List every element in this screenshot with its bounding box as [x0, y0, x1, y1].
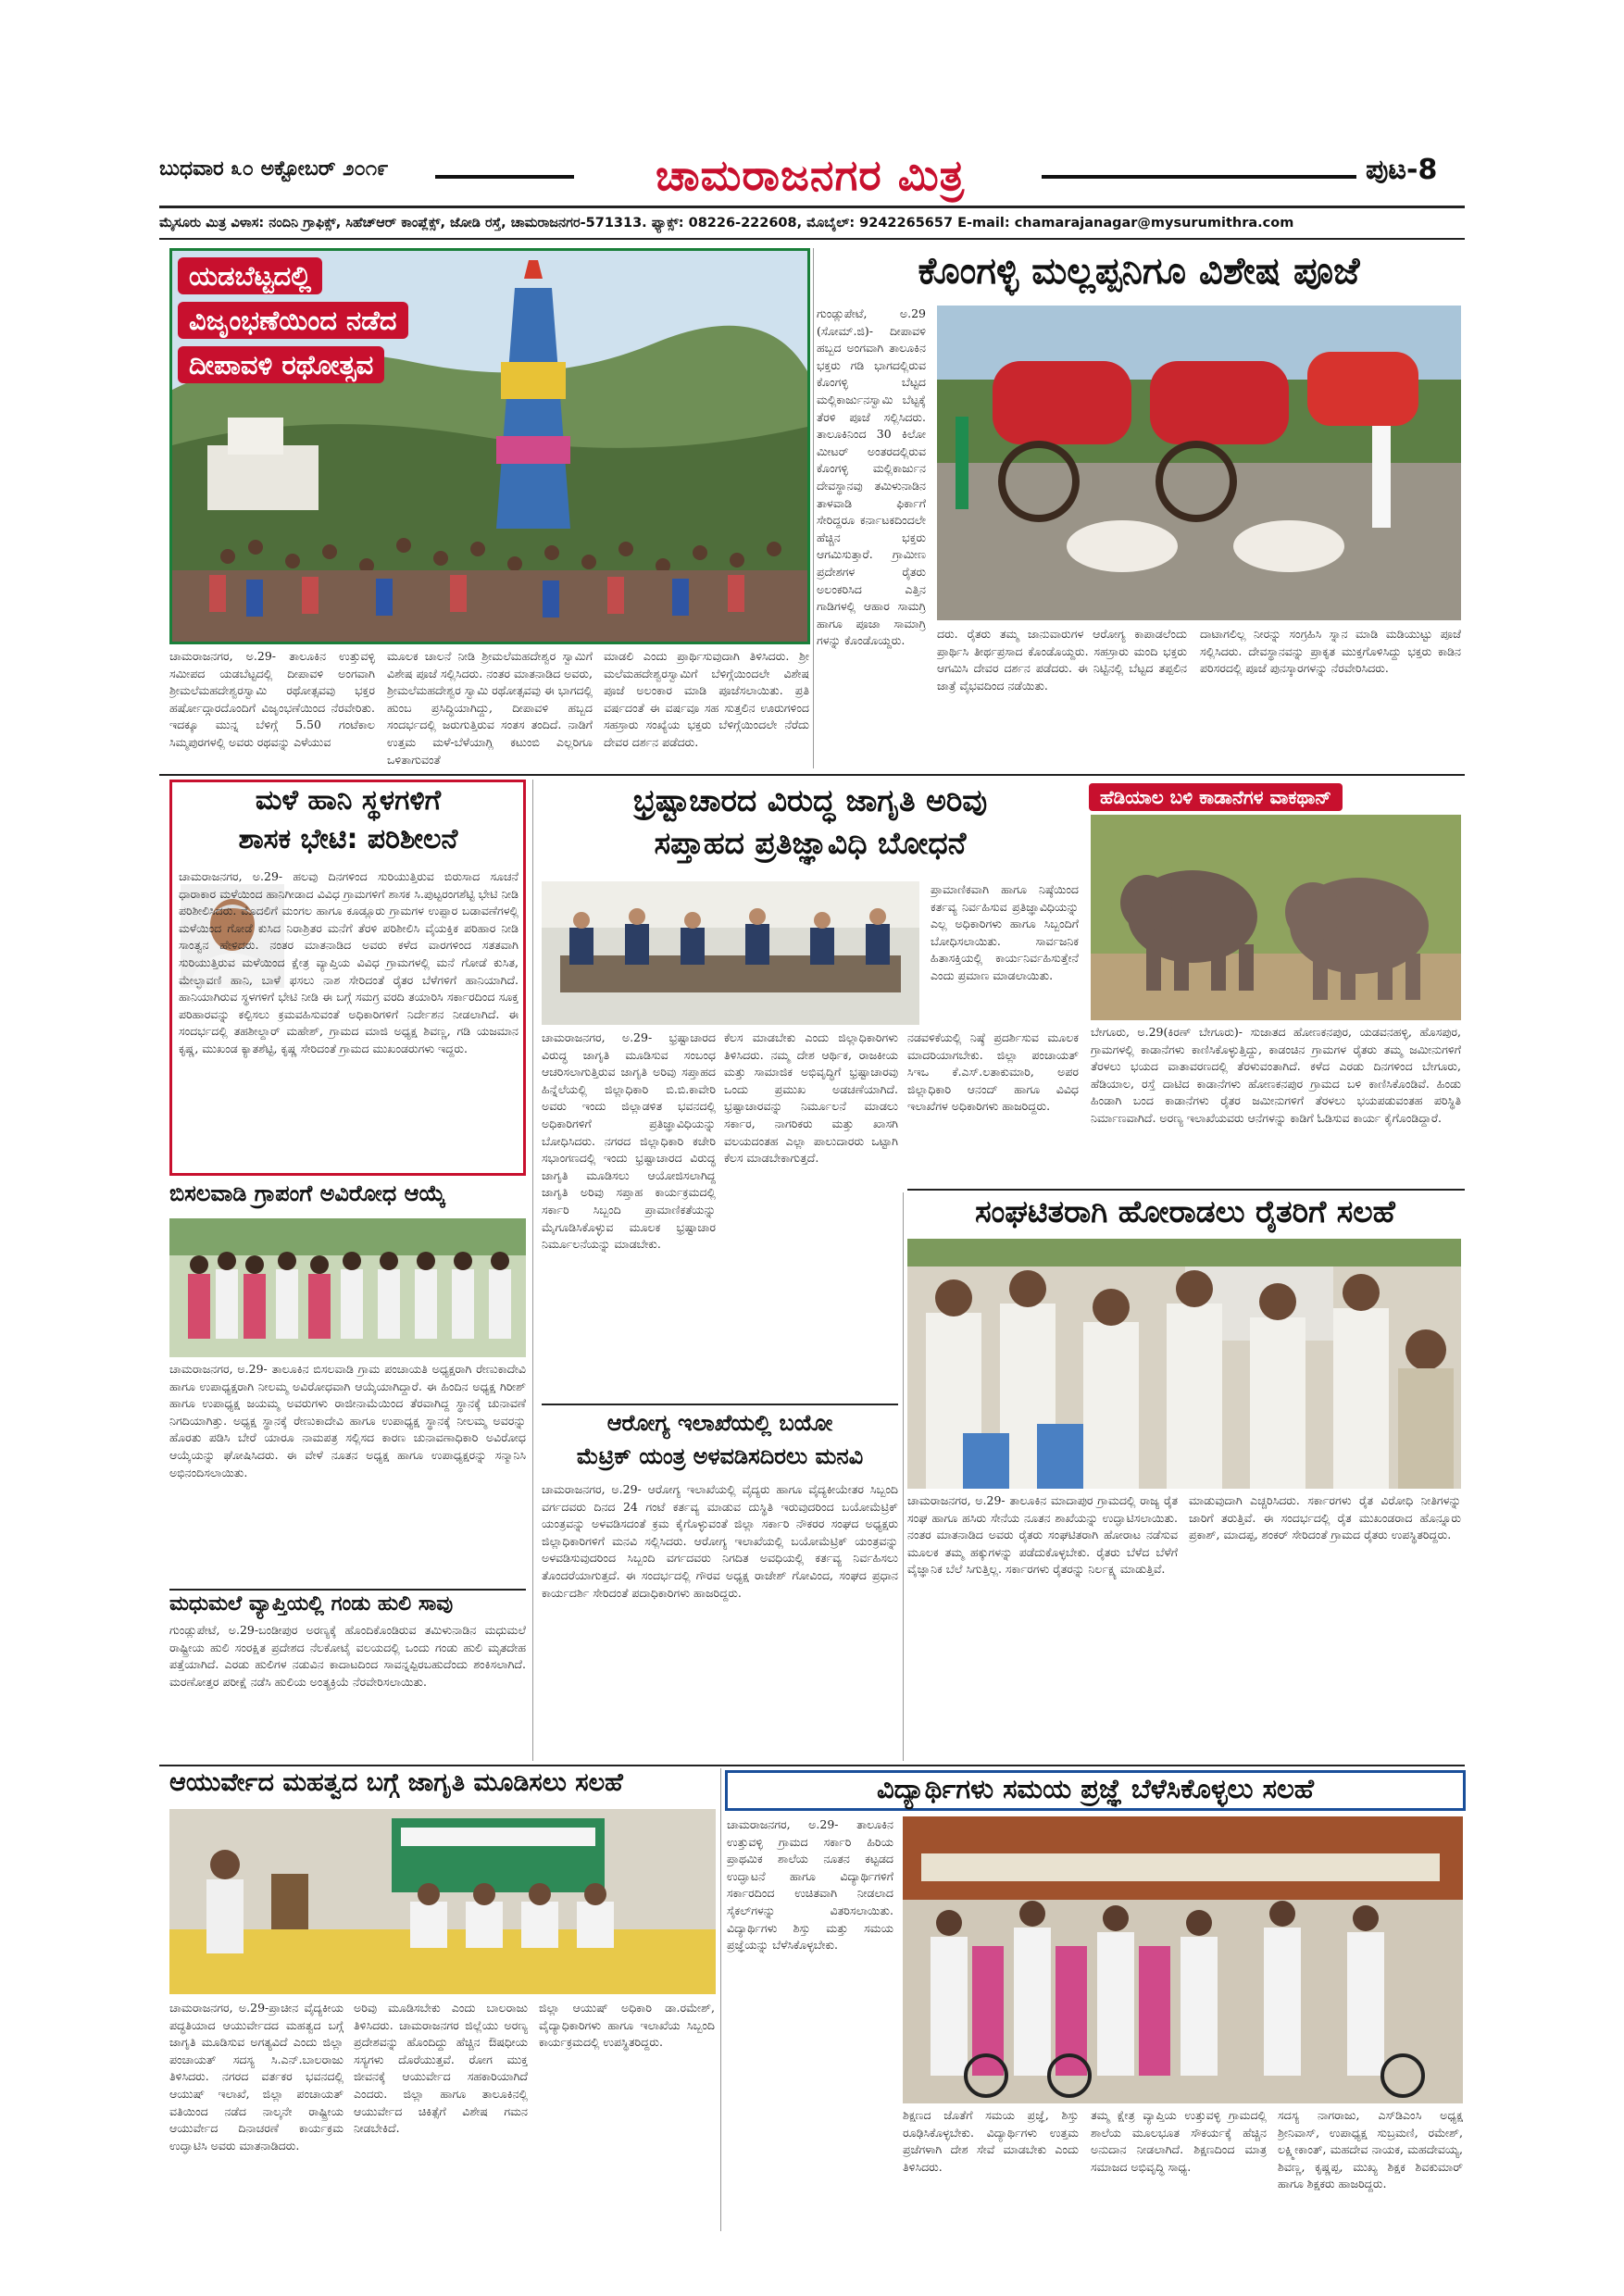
infobar-underline	[159, 238, 1465, 240]
section-divider-right	[907, 1189, 1465, 1191]
vidyarthi-headline: ವಿದ್ಯಾರ್ಥಿಗಳು ಸಮಯ ಪ್ರಜ್ಞೆ ಬೆಳೆಸಿಕೊಳ್ಳಲು ಸಲಹೆ	[876, 1773, 1315, 1804]
vidyarthi-body-col1: ಶಿಕ್ಷಣದ ಜೊತೆಗೆ ಸಮಯ ಪ್ರಜ್ಞೆ, ಶಿಸ್ತು ರೂಢಿಸಿಕೊಳ್ಳಬೇಕು. ವಿದ್ಯಾರ್ಥಿಗಳು ಉತ್ತಮ ಪ್ರಜೆಗಳಾಗಿ ದೇಶ ಸೇವೆ ಮಾಡಬೇಕು ಎಂದು ತಿಳಿಸಿದರು.	[903, 2108, 1079, 2174]
sanghatita-body-col1: ಚಾಮರಾಜನಗರ, ಅ.29- ತಾಲೂಕಿನ ಮಾದಾಪುರ ಗ್ರಾಮದಲ್ಲಿ ರಾಜ್ಯ ರೈತ ಸಂಘ ಹಾಗೂ ಹಸಿರು ಸೇನೆಯ ನೂತನ ಶಾಖೆಯನ್ನು ಉದ್ಘಾಟಿಸಲಾಯಿತು. ನಂತರ ಮಾತನಾಡಿದ ಅವರು ರೈತರು ಸಂಘಟಿತರಾಗಿ ಹೋರಾಟ ನಡೆಸುವ ಮೂಲಕ ತಮ್ಮ ಹಕ್ಕುಗಳನ್ನು ಪಡೆದುಕೊಳ್ಳಬೇಕು. ರೈತರು ಬೆಳೆದ ಬೆಳೆಗೆ ವೈಜ್ಞಾನಿಕ ಬೆಲೆ ಸಿಗುತ್ತಿಲ್ಲ. ಸರ್ಕಾರಗಳು ರೈತರನ್ನು ನಿರ್ಲಕ್ಷ್ಯ ಮಾಡುತ್ತಿವೆ.	[907, 1493, 1178, 1577]
arogya-body: ಚಾಮರಾಜನಗರ, ಅ.29- ಆರೋಗ್ಯ ಇಲಾಖೆಯಲ್ಲಿ ವೈದ್ಯರು ಹಾಗೂ ವೈದ್ಯಕೀಯೇತರ ಸಿಬ್ಬಂದಿ ವರ್ಗದವರು ದಿನದ 24 ಗಂಟೆ ಕರ್ತವ್ಯ ಮಾಡುವ ದುಸ್ಥಿತಿ ಇರುವುದರಿಂದ ಬಯೋಮೆಟ್ರಿಕ್ ಯಂತ್ರವನ್ನು ಅಳವಡಿಸದಂತೆ ಕ್ರಮ ಕೈಗೊಳ್ಳುವಂತೆ ಜಿಲ್ಲಾ ಸರ್ಕಾರಿ ನೌಕರರ ಸಂಘದ ಅಧ್ಯಕ್ಷರು ಜಿಲ್ಲಾಧಿಕಾರಿಗಳಿಗೆ ಮನವಿ ಸಲ್ಲಿಸಿದರು. ಆರೋಗ್ಯ ಇಲಾಖೆಯಲ್ಲಿ ಬಯೋಮೆಟ್ರಿಕ್ ಯಂತ್ರವನ್ನು ಅಳವಡಿಸುವುದರಿಂದ ಸಿಬ್ಬಂದಿ ವರ್ಗದವರು ನಿಗದಿತ ಅವಧಿಯಲ್ಲಿ ಕರ್ತವ್ಯ ನಿರ್ವಹಿಸಲು ತೊಂದರೆಯಾಗುತ್ತದೆ. ಈ ಸಂದರ್ಭದಲ್ಲಿ ಗೌರವ ಅಧ್ಯಕ್ಷ ರಾಜೇಶ್ ಗೋವಿಂದ, ಸಂಘದ ಪ್ರಧಾನ ಕಾರ್ಯದರ್ಶಿ ಸೇರಿದಂತೆ ಪದಾಧಿಕಾರಿಗಳು ಹಾಜರಿದ್ದರು.	[542, 1482, 898, 1600]
arogya-headline-line1: ಆರೋಗ್ಯ ಇಲಾಖೆಯಲ್ಲಿ ಬಯೋ	[606, 1410, 833, 1436]
masthead-underline	[159, 206, 1465, 208]
sanghatita-body-col2: ಮಾಡುವುದಾಗಿ ಎಚ್ಚರಿಸಿದರು. ಸರ್ಕಾರಗಳು ರೈತ ವಿರೋಧಿ ನೀತಿಗಳನ್ನು ಜಾರಿಗೆ ತರುತ್ತಿವೆ. ಈ ಸಂದರ್ಭದಲ್ಲಿ ರೈತ ಮುಖಂಡರಾದ ಹೊನ್ನೂರು ಪ್ರಕಾಶ್, ಮಾದಪ್ಪ, ಶಂಕರ್ ಸೇರಿದಂತೆ ಗ್ರಾಮದ ರೈತರು ಉಪಸ್ಥಿತರಿದ್ದರು.	[1189, 1493, 1461, 1542]
bhrashtachara-headline-line1: ಭ್ರಷ್ಟಾಚಾರದ ವಿರುದ್ಧ ಜಾಗೃತಿ ಅರಿವು	[632, 782, 988, 818]
elephants-photo	[1091, 815, 1461, 1020]
masthead-rule-right	[1042, 175, 1356, 179]
bisalavadi-headline: ಬಿಸಲವಾಡಿ ಗ್ರಾಪಂಗೆ ಅವಿರೋಧ ಆಯ್ಕೆ	[169, 1180, 446, 1206]
column-divider	[720, 1768, 721, 2231]
bhrashtachara-body-right: ಪ್ರಾಮಾಣಿಕವಾಗಿ ಹಾಗೂ ನಿಷ್ಠೆಯಿಂದ ಕರ್ತವ್ಯ ನಿರ್ವಹಿಸುವ ಪ್ರತಿಜ್ಞಾವಿಧಿಯನ್ನು ಎಲ್ಲ ಅಧಿಕಾರಿಗಳು ಹಾಗೂ ಸಿಬ್ಬಂದಿಗೆ ಬೋಧಿಸಲಾಯಿತು. ಸಾರ್ವಜನಿಕ ಹಿತಾಸಕ್ತಿಯಲ್ಲಿ ಕಾರ್ಯನಿರ್ವಹಿಸುತ್ತೇನೆ ಎಂದು ಪ್ರಮಾಣ ಮಾಡಲಾಯಿತು.	[931, 882, 1079, 982]
section-divider-1	[159, 774, 1465, 776]
mallappa-photo	[937, 306, 1461, 620]
sanghatita-headline: ಸಂಘಟಿತರಾಗಿ ಹೋರಾಡಲು ರೈತರಿಗೆ ಸಲಹೆ	[975, 1193, 1395, 1229]
column-divider	[813, 248, 814, 768]
ayurveda-headline: ಆಯುರ್ವೇದ ಮಹತ್ವದ ಬಗ್ಗೆ ಜಾಗೃತಿ ಮೂಡಿಸಲು ಸಲಹೆ	[169, 1768, 623, 1797]
ayurveda-body-col3: ಜಿಲ್ಲಾ ಆಯುಷ್ ಅಧಿಕಾರಿ ಡಾ.ರಮೇಶ್, ವೈದ್ಯಾಧಿಕಾರಿಗಳು ಹಾಗೂ ಇಲಾಖೆಯ ಸಿಬ್ಬಂದಿ ಕಾರ್ಯಕ್ರಮದಲ್ಲಿ ಉಪಸ್ಥಿತರಿದ್ದರು.	[539, 2001, 715, 2050]
ayurveda-photo	[169, 1809, 716, 1994]
vidyarthi-body-col2: ತಮ್ಮ ಕ್ಷೇತ್ರ ವ್ಯಾಪ್ತಿಯ ಉತ್ತುವಳ್ಳಿ ಗ್ರಾಮದಲ್ಲಿ ಶಾಲೆಯ ಮೂಲಭೂತ ಸೌಕರ್ಯಕ್ಕೆ ಹೆಚ್ಚಿನ ಅನುದಾನ ನೀಡಲಾಗಿದೆ. ಶಿಕ್ಷಣದಿಂದ ಮಾತ್ರ ಸಮಾಜದ ಅಭಿವೃದ್ಧಿ ಸಾಧ್ಯ.	[1091, 2108, 1267, 2174]
mallappa-body-col1: ಗುಂಡ್ಲುಪೇಟೆ, ಅ.29 (ಸೋಮ್.ಜಿ)- ದೀಪಾವಳಿ ಹಬ್ಬದ ಅಂಗವಾಗಿ ತಾಲೂಕಿನ ಭಕ್ತರು ಗಡಿ ಭಾಗದಲ್ಲಿರುವ ಕೊಂಗಳ್ಳಿ ಬೆಟ್ಟದ ಮಲ್ಲಿಕಾರ್ಜುನಸ್ವಾಮಿ ಬೆಟ್ಟಕ್ಕೆ ತೆರಳಿ ಪೂಜೆ ಸಲ್ಲಿಸಿದರು. ತಾಲೂಕಿನಿಂದ 30 ಕಿಲೋ ಮೀಟರ್ ಅಂತರದಲ್ಲಿರುವ ಕೊಂಗಳ್ಳಿ ಮಲ್ಲಿಕಾರ್ಜುನ ದೇವಸ್ಥಾನವು ತಮಿಳುನಾಡಿನ ತಾಳವಾಡಿ ಫಿರ್ಕಾಗೆ ಸೇರಿದ್ದರೂ ಕರ್ನಾಟಕದಿಂದಲೇ ಹೆಚ್ಚಿನ ಭಕ್ತರು ಆಗಮಿಸುತ್ತಾರೆ. ಗ್ರಾಮೀಣ ಪ್ರದೇಶಗಳ ರೈತರು ಅಲಂಕರಿಸಿದ ಎತ್ತಿನ ಗಾಡಿಗಳಲ್ಲಿ ಆಹಾರ ಸಾಮಗ್ರಿ ಹಾಗೂ ಪೂಜಾ ಸಾಮಾಗ್ರಿ ಗಳನ್ನು ಕೊಂಡೊಯ್ದರು.	[817, 306, 926, 648]
vidyarthi-body-col3: ಸದಸ್ಯ ನಾಗರಾಜು, ಎಸ್‌ಡಿಎಂಸಿ ಅಧ್ಯಕ್ಷ ಶ್ರೀನಿವಾಸ್, ಉಪಾಧ್ಯಕ್ಷ ಸುಬ್ರಮಣಿ, ರಮೇಶ್, ಲಕ್ಷ್ಮೀಕಾಂತ್, ಮಹದೇವ ನಾಯಕ, ಮಹದೇವಯ್ಯ, ಶಿವಣ್ಣ, ಕೃಷ್ಣಪ್ಪ, ಮುಖ್ಯ ಶಿಕ್ಷಕ ಶಿವಕುಮಾರ್ ಹಾಗೂ ಶಿಕ್ಷಕರು ಹಾಜರಿದ್ದರು.	[1278, 2108, 1463, 2191]
rathotsava-headline-line2: ವಿಜೃಂಭಣೆಯಿಂದ ನಡೆದ	[178, 302, 408, 339]
rathotsava-headline-line1: ಯಡಬೆಟ್ಟದಲ್ಲಿ	[178, 257, 322, 294]
gandu-huli-body: ಗುಂಡ್ಲುಪೇಟೆ, ಅ.29-ಬಂಡೀಪುರ ಅರಣ್ಯಕ್ಕೆ ಹೊಂದಿಕೊಂಡಿರುವ ತಮಿಳುನಾಡಿನ ಮಧುಮಲೆ ರಾಷ್ಟ್ರೀಯ ಹುಲಿ ಸಂರಕ್ಷಿತ ಪ್ರದೇಶದ ನೆಲಕೋಟೈ ವಲಯದಲ್ಲಿ ಒಂದು ಗಂಡು ಹುಲಿ ಮೃತದೇಹ ಪತ್ತೆಯಾಗಿದೆ. ಎರಡು ಹುಲಿಗಳ ನಡುವಿನ ಕಾದಾಟದಿಂದ ಸಾವನ್ನಪ್ಪಿರಬಹುದೆಂದು ಶಂಕಿಸಲಾಗಿದೆ. ಮರಣೋತ್ತರ ಪರೀಕ್ಷೆ ನಡೆಸಿ ಹುಲಿಯ ಅಂತ್ಯಕ್ರಿಯೆ ನೆರವೇರಿಸಲಾಯಿತು.	[169, 1623, 526, 1689]
bhrashtachara-photo	[542, 881, 919, 1025]
hediyala-chip-headline: ಹೆಡಿಯಾಲ ಬಳಿ ಕಾಡಾನೆಗಳ ವಾಕಥಾನ್	[1089, 783, 1343, 811]
bhrashtachara-body-col3: ನಡವಳಿಕೆಯಲ್ಲಿ ನಿಷ್ಠೆ ಪ್ರದರ್ಶಿಸುವ ಮೂಲಕ ಮಾದರಿಯಾಗಬೇಕು. ಜಿಲ್ಲಾ ಪಂಚಾಯತ್ ಸಿಇಒ ಕೆ.ಎಸ್.ಲತಾಕುಮಾರಿ, ಅಪರ ಜಿಲ್ಲಾಧಿಕಾರಿ ಆನಂದ್ ಹಾಗೂ ವಿವಿಧ ಇಲಾಖೆಗಳ ಅಧಿಕಾರಿಗಳು ಹಾಜರಿದ್ದರು.	[907, 1030, 1079, 1114]
issue-date: ಬುಧವಾರ ೩೦ ಅಕ್ಟೋಬರ್ ೨೦೧೯	[159, 157, 389, 181]
ayurveda-body-col2: ಅರಿವು ಮೂಡಿಸಬೇಕು ಎಂದು ಬಾಲರಾಜು ತಿಳಿಸಿದರು. ಚಾಮರಾಜನಗರ ಜಿಲ್ಲೆಯು ಅರಣ್ಯ ಪ್ರದೇಶವನ್ನು ಹೊಂದಿದ್ದು ಹೆಚ್ಚಿನ ಔಷಧೀಯ ಸಸ್ಯಗಳು ದೊರೆಯುತ್ತವೆ. ರೋಗ ಮುಕ್ತ ಜೀವನಕ್ಕೆ ಆಯುರ್ವೇದ ಸಹಕಾರಿಯಾಗಿದೆ ಎಂದರು. ಜಿಲ್ಲಾ ಹಾಗೂ ತಾಲೂಕಿನಲ್ಲಿ ಆಯುರ್ವೇದ ಚಿಕಿತ್ಸೆಗೆ ವಿಶೇಷ ಗಮನ ನೀಡಬೇಕಿದೆ.	[354, 2001, 528, 2136]
vidyarthi-photo	[903, 1816, 1463, 2103]
vidyarthi-body-top: ಚಾಮರಾಜನಗರ, ಅ.29- ತಾಲೂಕಿನ ಉತ್ತುವಳ್ಳಿ ಗ್ರಾಮದ ಸರ್ಕಾರಿ ಹಿರಿಯ ಪ್ರಾಥಮಿಕ ಶಾಲೆಯ ನೂತನ ಕಟ್ಟಡದ ಉದ್ಘಾಟನೆ ಹಾಗೂ ವಿದ್ಯಾರ್ಥಿಗಳಿಗೆ ಸರ್ಕಾರದಿಂದ ಉಚಿತವಾಗಿ ನೀಡಲಾದ ಸೈಕಲ್‌ಗಳನ್ನು ವಿತರಿಸಲಾಯಿತು. ವಿದ್ಯಾರ್ಥಿಗಳು ಶಿಸ್ತು ಮತ್ತು ಸಮಯ ಪ್ರಜ್ಞೆಯನ್ನು ಬೆಳೆಸಿಕೊಳ್ಳಬೇಕು.	[727, 1817, 893, 1953]
bhrashtachara-headline-line2: ಸಪ್ತಾಹದ ಪ್ರತಿಜ್ಞಾವಿಧಿ ಬೋಧನೆ	[654, 825, 967, 861]
section-divider-gandu	[169, 1589, 526, 1591]
mallappa-body-col3: ದಾಟಾಗಲಿಲ್ಲ ನೀರನ್ನು ಸಂಗ್ರಹಿಸಿ ಸ್ನಾನ ಮಾಡಿ ಮಡಿಯುಟ್ಟು ಪೂಜೆ ಸಲ್ಲಿಸಿದರು. ದೇವಸ್ಥಾನವನ್ನು ಪ್ರಾಕೃತ ಮುಕ್ತಗೊಳಿಸಿದ್ದು ಭಕ್ತರು ಕಾಡಿನ ಪರಿಸರದಲ್ಲಿ ಪೂಜೆ ಪುನಸ್ಕಾರಗಳನ್ನು ನೆರವೇರಿಸಿದರು.	[1200, 627, 1461, 676]
arogya-headline-line2: ಮೆಟ್ರಿಕ್ ಯಂತ್ರ ಅಳವಡಿಸದಿರಲು ಮನವಿ	[576, 1443, 864, 1469]
male-hani-headline-line2: ಶಾಸಕ ಭೇಟಿ: ಪರಿಶೀಲನೆ	[238, 823, 458, 855]
rathotsava-body-col1: ಚಾಮರಾಜನಗರ, ಅ.29- ತಾಲೂಕಿನ ಉತ್ತುವಳ್ಳಿ ಸಮೀಪದ ಯಡಬೆಟ್ಟದಲ್ಲಿ ದೀಪಾವಳಿ ಅಂಗವಾಗಿ ಶ್ರೀಮಲೆಮಹದೇಶ್ವರಸ್ವಾಮಿ ರಥೋತ್ಸವವು ಭಕ್ತರ ಹರ್ಷೋದ್ಗಾರದೊಂದಿಗೆ ವಿಜೃಂಭಣೆಯಿಂದ ನೆರವೇರಿತು. ಇದಕ್ಕೂ ಮುನ್ನ ಬೆಳಿಗ್ಗೆ 5.50 ಗಂಟೆಕಾಲ ಸಿಮ್ಮಪುರಗಳಲ್ಲಿ ಅವರು ರಥವನ್ನು ಎಳೆಯುವ	[169, 649, 375, 749]
mallappa-body-col2: ದರು. ರೈತರು ತಮ್ಮ ಜಾನುವಾರುಗಳ ಆರೋಗ್ಯ ಕಾಪಾಡಲೆಂದು ಪ್ರಾರ್ಥಿಸಿ ತೀರ್ಥಪ್ರಸಾದ ಕೊಂಡೊಯ್ದರು. ಸಹಸ್ರಾರು ಮಂದಿ ಭಕ್ತರು ಆಗಮಿಸಿ ದೇವರ ದರ್ಶನ ಪಡೆದರು. ಈ ನಿಟ್ಟಿನಲ್ಲಿ ಬೆಟ್ಟದ ತಪ್ಪಲಿನ ಜಾತ್ರೆ ವೈಭವದಿಂದ ನಡೆಯಿತು.	[937, 627, 1187, 693]
male-hani-headline-line1: ಮಳೆ ಹಾನಿ ಸ್ಥಳಗಳಿಗೆ	[255, 784, 442, 817]
bhrashtachara-body-col2: ಕೆಲಸ ಮಾಡಬೇಕು ಎಂದು ಜಿಲ್ಲಾಧಿಕಾರಿಗಳು ತಿಳಿಸಿದರು. ನಮ್ಮ ದೇಶ ಆರ್ಥಿಕ, ರಾಜಕೀಯ ಮತ್ತು ಸಾಮಾಜಿಕ ಅಭಿವೃದ್ಧಿಗೆ ಭ್ರಷ್ಟಾಚಾರವು ಒಂದು ಪ್ರಮುಖ ಅಡಚಣೆಯಾಗಿದೆ. ಭ್ರಷ್ಟಾಚಾರವನ್ನು ನಿರ್ಮೂಲನೆ ಮಾಡಲು ಸರ್ಕಾರ, ನಾಗರಿಕರು ಮತ್ತು ಖಾಸಗಿ ವಲಯದಂತಹ ಎಲ್ಲಾ ಪಾಲುದಾರರು ಒಟ್ಟಾಗಿ ಕೆಲಸ ಮಾಡಬೇಕಾಗುತ್ತದೆ.	[724, 1030, 898, 1166]
rathotsava-body-col3: ಮಾಡಲಿ ಎಂದು ಪ್ರಾರ್ಥಿಸುವುದಾಗಿ ತಿಳಿಸಿದರು. ಶ್ರೀ ಮಲೆಮಹದೇಶ್ವರಸ್ವಾಮಿಗೆ ಬೆಳಿಗ್ಗೆಯಿಂದಲೇ ವಿಶೇಷ ಪೂಜೆ ಅಲಂಕಾರ ಮಾಡಿ ಪೂಜೆಸಲಾಯಿತು. ಪ್ರತಿ ವರ್ಷದಂತೆ ಈ ವರ್ಷವೂ ಸಹ ಸುತ್ತಲಿನ ಊರುಗಳಿಂದ ಸಹಸ್ರಾರು ಸಂಖ್ಯೆಯ ಭಕ್ತರು ಬೆಳಿಗ್ಗೆಯಿಂದಲೇ ನೆರೆದು ದೇವರ ದರ್ಶನ ಪಡೆದರು.	[604, 649, 809, 749]
ayurveda-body-col1: ಚಾಮರಾಜನಗರ, ಅ.29-ಪ್ರಾಚೀನ ವೈದ್ಯಕೀಯ ಪದ್ಧತಿಯಾದ ಆಯುರ್ವೇದದ ಮಹತ್ವದ ಬಗ್ಗೆ ಜಾಗೃತಿ ಮೂಡಿಸುವ ಅಗತ್ಯವಿದೆ ಎಂದು ಜಿಲ್ಲಾ ಪಂಚಾಯತ್ ಸದಸ್ಯ ಸಿ.ಎನ್.ಬಾಲರಾಜು ತಿಳಿಸಿದರು. ನಗರದ ವರ್ತಕರ ಭವನದಲ್ಲಿ ಆಯುಷ್ ಇಲಾಖೆ, ಜಿಲ್ಲಾ ಪಂಚಾಯತ್ ವತಿಯಿಂದ ನಡೆದ ನಾಲ್ಕನೇ ರಾಷ್ಟ್ರೀಯ ಆಯುರ್ವೇದ ದಿನಾಚರಣೆ ಕಾರ್ಯಕ್ರಮ ಉದ್ಘಾಟಿಸಿ ಅವರು ಮಾತನಾಡಿದರು.	[169, 2001, 344, 2152]
page-number: ಪುಟ-8	[1366, 154, 1438, 186]
rathotsava-body-col2: ಮೂಲಕ ಚಾಲನೆ ನೀಡಿ ಶ್ರೀಮಲೆಮಹದೇಶ್ವರ ಸ್ವಾಮಿಗೆ ವಿಶೇಷ ಪೂಜೆ ಸಲ್ಲಿಸಿದರು. ನಂತರ ಮಾತನಾಡಿದ ಅವರು, ಶ್ರೀಮಲೆಮಹದೇಶ್ವರ ಸ್ವಾಮಿ ರಥೋತ್ಸವವು ಈ ಭಾಗದಲ್ಲಿ ಹುಂಬ ಪ್ರಸಿದ್ಧಿಯಾಗಿದ್ದು, ದೀಪಾವಳಿ ಹಬ್ಬದ ಸಂದರ್ಭದಲ್ಲಿ ಜರುಗುತ್ತಿರುವ ಸಂತಸ ತಂದಿದೆ. ನಾಡಿಗೆ ಉತ್ತಮ ಮಳೆ-ಬೆಳೆಯಾಗ್ಲಿ ಕಟುಂಬಿ ಎಲ್ಲರಿಗೂ ಒಳಿತಾಗುವಂತೆ	[387, 649, 593, 767]
gandu-huli-headline: ಮಧುಮಲೆ ವ್ಯಾಪ್ತಿಯಲ್ಲಿ ಗಂಡು ಹುಲಿ ಸಾವು	[169, 1592, 454, 1616]
bisalavadi-photo	[169, 1218, 526, 1357]
sanghatita-photo	[907, 1239, 1461, 1489]
bhrashtachara-body-col1: ಚಾಮರಾಜನಗರ, ಅ.29- ಭ್ರಷ್ಟಾಚಾರದ ವಿರುದ್ಧ ಜಾಗೃತಿ ಮೂಡಿಸುವ ಸಂಬಂಧ ಆಚರಿಸಲಾಗುತ್ತಿರುವ ಜಾಗೃತಿ ಅರಿವು ಸಪ್ತಾಹದ ಹಿನ್ನೆಲೆಯಲ್ಲಿ ಜಿಲ್ಲಾಧಿಕಾರಿ ಬಿ.ಬಿ.ಕಾವೇರಿ ಅವರು ಇಂದು ಜಿಲ್ಲಾಡಳಿತ ಭವನದಲ್ಲಿ ಅಧಿಕಾರಿಗಳಿಗೆ ಪ್ರತಿಜ್ಞಾವಿಧಿಯನ್ನು ಬೋಧಿಸಿದರು. ನಗರದ ಜಿಲ್ಲಾಧಿಕಾರಿ ಕಚೇರಿ ಸಭಾಂಗಣದಲ್ಲಿ ಇಂದು ಭ್ರಷ್ಟಾಚಾರದ ವಿರುದ್ಧ ಜಾಗೃತಿ ಮೂಡಿಸಲು ಆಯೋಜಿಸಲಾಗಿದ್ದ ಜಾಗೃತಿ ಅರಿವು ಸಪ್ತಾಹ ಕಾರ್ಯಕ್ರಮದಲ್ಲಿ ಸರ್ಕಾರಿ ಸಿಬ್ಬಂದಿ ಪ್ರಾಮಾಣಿಕತೆಯನ್ನು ಮೈಗೂಡಿಸಿಕೊಳ್ಳುವ ಮೂಲಕ ಭ್ರಷ್ಟಾಚಾರ ನಿರ್ಮೂಲನೆಯನ್ನು ಮಾಡಬೇಕು.	[542, 1030, 716, 1252]
contact-info-bar: ಮೈಸೂರು ಮಿತ್ರ ವಿಳಾಸ: ನಂದಿನಿ ಗ್ರಾಫಿಕ್ಸ್, ಸಿಹೆಚ್‌ಆರ್ ಕಾಂಪ್ಲೆಕ್ಸ್, ಜೋಡಿ ರಸ್ತೆ, ಚಾಮರಾಜನಗರ-571313. ಫ್ಯಾಕ್ಸ್: 08226-222608, ಮೊಬೈಲ್: 9242265657 E-mail: chamarajanagar@mysurumithra.com	[159, 216, 1294, 231]
male-hani-body: ಚಾಮರಾಜನಗರ, ಅ.29- ಹಲವು ದಿನಗಳಿಂದ ಸುರಿಯುತ್ತಿರುವ ಬಿರುಸಾದ ಸೂಚನೆ ಧಾರಾಕಾರ ಮಳೆಯಿಂದ ಹಾನಿಗೀಡಾದ ವಿವಿಧ ಗ್ರಾಮಗಳಿಗೆ ಶಾಸಕ ಸಿ.ಪುಟ್ಟರಂಗಶೆಟ್ಟಿ ಭೇಟಿ ನೀಡಿ ಪರಿಶೀಲಿಸಿದರು. ಮೊದಲಿಗೆ ಮಂಗಲ ಹಾಗೂ ಕೂಡ್ಲೂರು ಗ್ರಾಮಗಳ ಉಪ್ಪಾರ ಬಡಾವಣೆಗಳಲ್ಲಿ ಮಳೆಯಿಂದ ಗೋಡೆ ಕುಸಿದ ನಿರಾಶ್ರಿತರ ಮನೆಗೆ ತೆರಳಿ ಪರಿಶೀಲಿಸಿ ವೈಯಕ್ತಿಕ ಪರಿಹಾರ ನೀಡಿ ಸಾಂತ್ವನ ಹೇಳಿದರು. ನಂತರ ಮಾತನಾಡಿದ ಅವರು ಕಳೆದ ವಾರಗಳಿಂದ ಸತತವಾಗಿ ಸುರಿಯುತ್ತಿರುವ ಮಳೆಯಿಂದ ಕ್ಷೇತ್ರ ವ್ಯಾಪ್ತಿಯ ವಿವಿಧ ಗ್ರಾಮಗಳಲ್ಲಿ ಮನೆ ಗೋಡೆ ಕುಸಿತ, ಮೇಲ್ಛಾವಣಿ ಹಾನಿ, ಬಾಳೆ ಫಸಲು ನಾಶ ಸೇರಿದಂತೆ ರೈತರ ಬೆಳೆಗಳಿಗೆ ಹಾನಿಯಾಗಿದೆ. ಹಾನಿಯಾಗಿರುವ ಸ್ಥಳಗಳಿಗೆ ಭೇಟಿ ನೀಡಿ ಈ ಬಗ್ಗೆ ಸಮಗ್ರ ವರದಿ ತಯಾರಿಸಿ ಸರ್ಕಾರದಿಂದ ಸೂಕ್ತ ಪರಿಹಾರವನ್ನು ಕಲ್ಪಿಸಲು ಕ್ರಮವಹಿಸುವಂತೆ ಅಧಿಕಾರಿಗಳಿಗೆ ನಿರ್ದೇಶನ ನೀಡಲಾಗಿದೆ. ಈ ಸಂದರ್ಭದಲ್ಲಿ ತಹಶೀಲ್ದಾರ್ ಮಹೇಶ್, ಗ್ರಾಮದ ಮಾಜಿ ಅಧ್ಯಕ್ಷ ಶಿವಣ್ಣ, ಗಡಿ ಯಜಮಾನ ಕೃಷ್ಣ, ಮುಖಂಡ ಕ್ಯಾತಶೆಟ್ಟಿ, ಕೃಷ್ಣ ಸೇರಿದಂತೆ ಗ್ರಾಮದ ಮುಖಂಡರುಗಳು ಇದ್ದರು.	[179, 869, 518, 1055]
rathotsava-headline-line3: ದೀಪಾವಳಿ ರಥೋತ್ಸವ	[178, 346, 384, 383]
bisalavadi-body: ಚಾಮರಾಜನಗರ, ಅ.29- ತಾಲೂಕಿನ ಬಿಸಲವಾಡಿ ಗ್ರಾಮ ಪಂಚಾಯತಿ ಅಧ್ಯಕ್ಷರಾಗಿ ರೇಣುಕಾದೇವಿ ಹಾಗೂ ಉಪಾಧ್ಯಕ್ಷರಾಗಿ ನೀಲಮ್ಮ ಅವಿರೋಧವಾಗಿ ಆಯ್ಕೆಯಾಗಿದ್ದಾರೆ. ಈ ಹಿಂದಿನ ಅಧ್ಯಕ್ಷ ಗಿರೀಶ್ ಹಾಗೂ ಉಪಾಧ್ಯಕ್ಷ ಜಯಮ್ಮ ಅವರುಗಳು ರಾಜೀನಾಮೆಯಿಂದ ತೆರವಾಗಿದ್ದ ಸ್ಥಾನಕ್ಕೆ ಚುನಾವಣೆ ನಿಗದಿಯಾಗಿತ್ತು. ಅಧ್ಯಕ್ಷ ಸ್ಥಾನಕ್ಕೆ ರೇಣುಕಾದೇವಿ ಹಾಗೂ ಉಪಾಧ್ಯಕ್ಷ ಸ್ಥಾನಕ್ಕೆ ನೀಲಮ್ಮ ಅವರನ್ನು ಹೊರತು ಪಡಿಸಿ ಬೇರೆ ಯಾರೂ ನಾಮಪತ್ರ ಸಲ್ಲಿಸದ ಕಾರಣ ಚುನಾವಣಾಧಿಕಾರಿ ಅವಿರೋಧ ಆಯ್ಕೆಯನ್ನು ಘೋಷಿಸಿದರು. ಈ ವೇಳೆ ನೂತನ ಅಧ್ಯಕ್ಷ ಹಾಗೂ ಉಪಾಧ್ಯಕ್ಷರನ್ನು ಸನ್ಮಾನಿಸಿ ಅಭಿನಂದಿಸಲಾಯಿತು.	[169, 1362, 526, 1479]
hediyala-body: ಬೇಗೂರು, ಅ.29(ಕಿರಣ್ ಬೇಗೂರು)- ಸುಜಾತದ ಹೋಣಕನಪುರ, ಯಡವನಹಳ್ಳಿ, ಹೊಸಪುರ, ಗ್ರಾಮಗಳಲ್ಲಿ ಕಾಡಾನೆಗಳು ಕಾಣಿಸಿಕೊಳ್ಳುತ್ತಿದ್ದು, ಕಾಡಂಚಿನ ಗ್ರಾಮಗಳ ರೈತರು ತಮ್ಮ ಜಮೀನುಗಳಿಗೆ ತೆರಳಲು ಭಯದ ವಾತಾವರಣದಲ್ಲಿ ತೆರಳುವಂತಾಗಿದೆ. ಕಳೆದ ಎರಡು ದಿನಗಳಿಂದ ಬೇಗೂರು, ಹೆಡಿಯಾಲ, ರಸ್ತೆ ದಾಟಿದ ಕಾಡಾನೆಗಳು ಹೋಣಕನಪುರ ಗ್ರಾಮದ ಬಳಿ ಕಾಣಿಸಿಕೊಂಡಿವೆ. ಹಿಂಡು ಹಿಂಡಾಗಿ ಬಂದ ಕಾಡಾನೆಗಳು ರೈತರ ಜಮೀನುಗಳಿಗೆ ತೆರಳಲು ಭಯಪಡುವಂತಹ ಪರಿಸ್ಥಿತಿ ನಿರ್ಮಾಣವಾಗಿದೆ. ಅರಣ್ಯ ಇಲಾಖೆಯವರು ಆನೆಗಳನ್ನು ಕಾಡಿಗೆ ಓಡಿಸುವ ಕಾರ್ಯ ಕೈಗೊಂಡಿದ್ದಾರೆ.	[1091, 1025, 1461, 1125]
newspaper-title: ಚಾಮರಾಜನಗರ ಮಿತ್ರ	[656, 150, 965, 200]
mallappa-headline: ಕೊಂಗಳ್ಳಿ ಮಲ್ಲಪ್ಪನಿಗೂ ವಿಶೇಷ ಪೂಜೆ	[918, 250, 1360, 293]
column-divider	[903, 1192, 904, 1761]
column-divider	[532, 780, 533, 1761]
section-divider-arogya	[542, 1404, 898, 1405]
section-divider-2	[159, 1765, 1465, 1766]
masthead-rule-left	[435, 175, 574, 179]
